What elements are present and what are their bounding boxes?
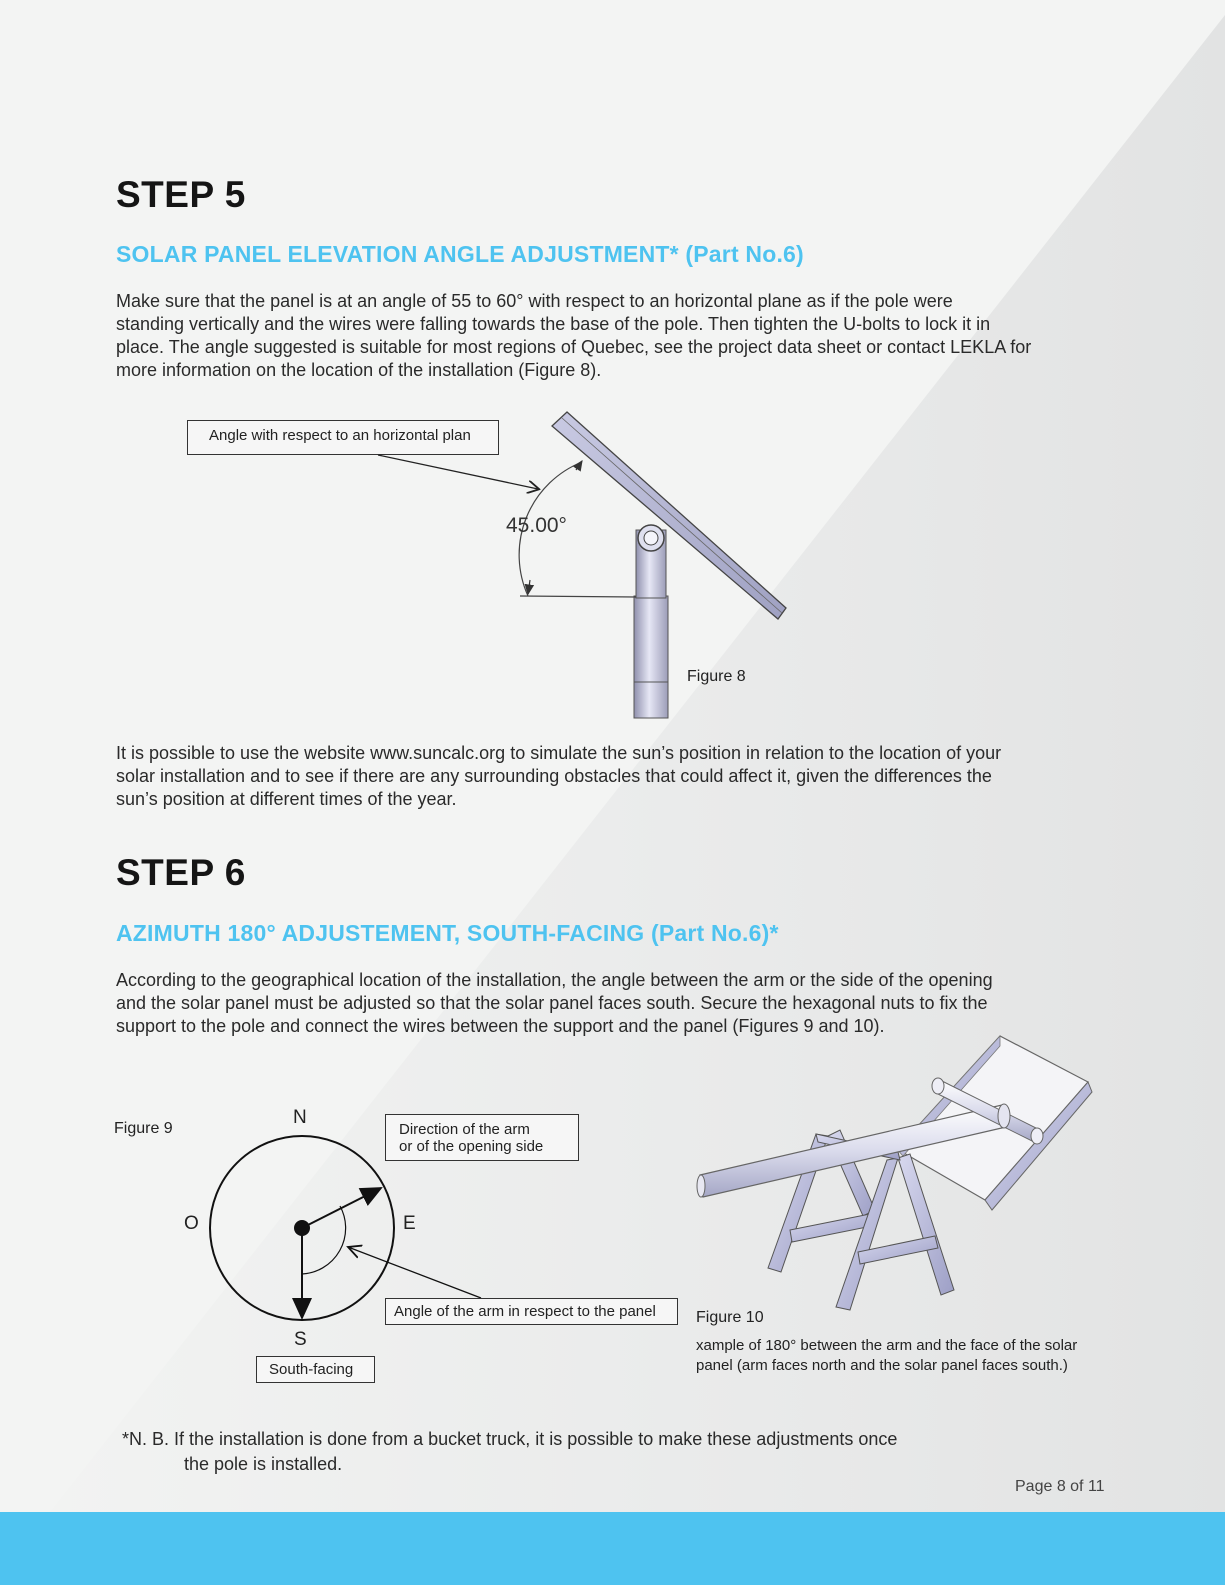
figure9-caption: Figure 9 <box>114 1120 173 1137</box>
paragraph-line: Make sure that the panel is at an angle of 55 to 60° with respect to an horizontal plane as if the pole were <box>116 291 953 311</box>
angle-value-label: 45.00° <box>506 514 567 537</box>
step5-subheading: SOLAR PANEL ELEVATION ANGLE ADJUSTMENT* (Part No.6) <box>116 241 804 267</box>
description-line: xample of 180° between the arm and the face of the solar <box>696 1337 1078 1354</box>
footnote <box>122 1427 1122 1477</box>
figure10-description <box>696 1336 1126 1376</box>
page-number: Page 8 of 11 <box>1015 1478 1105 1495</box>
compass-east-label: E <box>403 1213 416 1234</box>
paragraph-line: place. The angle suggested is suitable for most regions of Quebec, see the project data sheet or contact LEKLA for <box>116 337 1032 357</box>
callout-line: or of the opening side <box>399 1138 544 1155</box>
step5-heading: STEP 5 <box>116 174 246 215</box>
compass-west-label: O <box>184 1213 199 1234</box>
paragraph-line: According to the geographical location of the installation, the angle between the arm or the side of the opening <box>116 970 993 990</box>
figure10-caption: Figure 10 <box>696 1309 764 1326</box>
south-facing-callout: South-facing <box>256 1356 375 1383</box>
paragraph-line: sun’s position at different times of the year. <box>116 789 457 809</box>
paragraph-line: and the solar panel must be adjusted so that the solar panel faces south. Secure the hexagonal nuts to fix the <box>116 993 988 1013</box>
angle-callout-box: Angle with respect to an horizontal plan <box>187 420 499 455</box>
paragraph-line: standing vertically and the wires were falling towards the base of the pole. Then tighten the U-bolts to lock it in <box>116 314 991 334</box>
callout-line: Direction of the arm <box>399 1121 530 1138</box>
footnote-line: *N. B. If the installation is done from a bucket truck, it is possible to make these adjustments once <box>122 1429 898 1449</box>
paragraph-line: It is possible to use the website www.suncalc.org to simulate the sun’s position in relation to the location of your <box>116 743 1002 763</box>
compass-south-label: S <box>294 1329 307 1350</box>
paragraph-line: more information on the location of the installation (Figure 8). <box>116 360 602 380</box>
footnote-line: the pole is installed. <box>184 1454 343 1474</box>
description-line: panel (arm faces north and the solar panel faces south.) <box>696 1357 1068 1374</box>
compass-north-label: N <box>293 1107 307 1128</box>
step6-heading: STEP 6 <box>116 852 246 893</box>
arm-angle-callout: Angle of the arm in respect to the panel <box>385 1298 678 1325</box>
paragraph-line: solar installation and to see if there are any surrounding obstacles that could affect it, given the differences the <box>116 766 992 786</box>
paragraph-line: support to the pole and connect the wires between the support and the panel (Figures 9 and 10). <box>116 1016 885 1036</box>
step6-subheading: AZIMUTH 180° ADJUSTEMENT, SOUTH-FACING (Part No.6)* <box>116 920 779 946</box>
figure8-caption: Figure 8 <box>687 668 746 685</box>
